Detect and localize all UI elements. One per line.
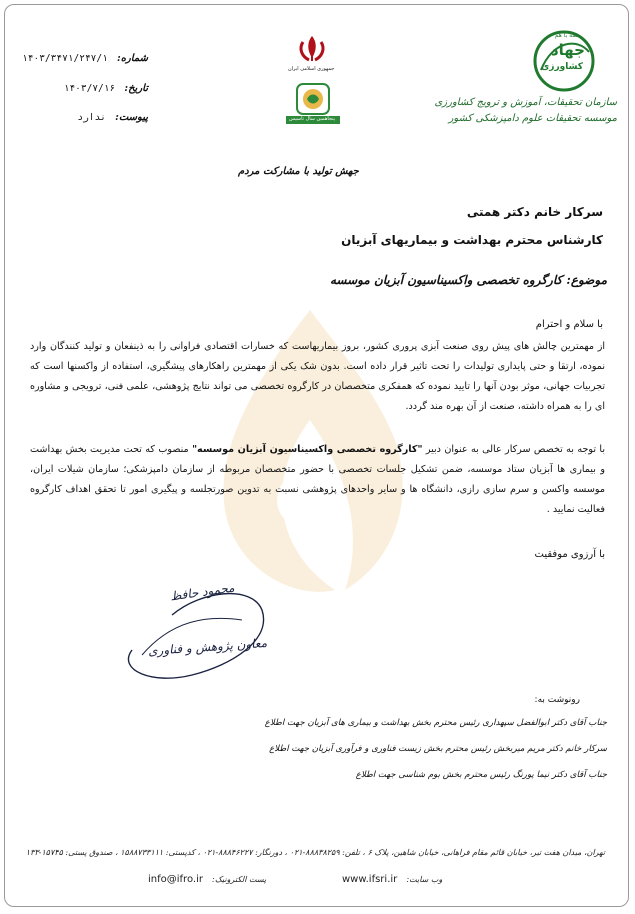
signatory-name: محمود حافظ [169,580,236,604]
letter-number [22,53,148,64]
cc-line: سرکار خانم دکتر مریم میربخش رئیس محترم بخش زیست فناوری و فرآوری آبزیان جهت اطلاع [269,744,607,754]
recipient-name: سرکار خانم دکتر همتی [466,205,603,219]
motto: جهش تولید با مشارکت مردم [238,166,359,177]
footer-website [342,874,442,885]
letter-date [64,83,148,94]
cc-line: جناب آقای دکتر نیما پورنگ رئیس محترم بخش بوم شناسی جهت اطلاع [355,770,607,780]
emblem-caption: جمهوری اسلامی ایران [288,66,335,72]
logo-sub-text: کشاورزی [541,62,583,72]
working-group-name: "کارگروه تخصصی واکسیناسیون آبزیان موسسه" [192,444,423,455]
badge-caption: پنجاهمین سال تاسیس [289,116,336,122]
closing-regards: با آرزوی موفقیت [534,549,605,560]
attachment-label: پیوست: [115,112,148,123]
email-label: پست الکترونیک: [212,875,267,884]
iran-emblem-icon [295,34,329,64]
number-value: ۱۴۰۳/۳۴۷۱/۲۴۷/۱ [22,53,108,64]
paragraph2-part1: با توجه به تخصص سرکار عالی به عنوان دبیر [422,444,605,455]
cc-line: جناب آقای دکتر ابوالفضل سپهداری رئیس محترم بخش بهداشت و بیماری های آبزیان جهت اطلاع [264,718,607,728]
greeting: با سلام و احترام [535,319,603,330]
paragraph2-part2: منصوب که تحت مدیریت بخش بهداشت و بیماری ها آبزیان ستاد موسسه، ضمن تشکیل جلسات تخصصی با حضور متخصصان مربوطه از سازمان دامپزشکی؛ سازمان شیلات ایران، موسسه واکسن و سرم سازی رازی، دانشگاه ها و سایر واحدهای پژوهشی نسبت به تدوین صورتجلسه و پیگیری امور تا تحقق اهداف کارگروه فعالیت نمایید . [30,444,605,515]
signatory-title: معاون پژوهش و فناوری [147,635,268,659]
jihad-agriculture-logo [533,30,595,92]
signature-scribble [112,560,282,690]
org-name-line1: سازمان تحقیقات، آموزش و ترویج کشاورزی [434,97,617,108]
website-label: وب سایت: [406,875,443,884]
letter-subject: موضوع: کارگروه تخصصی واکسیناسیون آبزیان موسسه [329,273,607,287]
body-paragraph-2 [30,440,605,520]
number-label: شماره: [117,53,148,64]
letter-attachment [77,112,148,123]
logo-main-text: جهاد [550,41,585,59]
date-label: تاریخ: [124,83,148,94]
cc-title: رونوشت به: [534,695,580,705]
attachment-value: ندارد [77,112,106,123]
website-value[interactable]: www.ifsri.ir [342,874,398,885]
logo-top-text: همه با هم [554,32,579,39]
recipient-title: کارشناس محترم بهداشت و بیماریهای آبزیان [341,233,603,247]
body-paragraph-1: از مهمترین چالش های پیش روی صنعت آبزی پروری کشور، بروز بیماریهاست که خسارات اقتصادی فراوانی را به ذینفعان و تولید کنندگان وارد نموده، ارتقا و حتی پایداری تولیدات را تحت تاثیر قرار داده است. بدون شک یکی از مهمترین راهکارهای پیشگیری، استفاده از واکسنها است که تجربیات جهانی، موثر بودن آنها را تایید نموده که همفکری متخصصان در کارگروه تخصصی می تواند نتایج پژوهشی، علمی فنی، ترویجی و مشاوره ای را به همراه داشته، صنعت از آن بهره مند گردد. [30,341,605,412]
date-value: ۱۴۰۳/۷/۱۶ [63,83,116,94]
footer-email [148,874,266,885]
email-value[interactable]: info@ifro.ir [148,874,203,885]
footer-address: تهران، میدان هفت تیر، خیابان قائم مقام فراهانی، خیابان شاهین، پلاک ۶ ، تلفن: ۸۸۸۳۸۲۵۹-۰۲۱ ، دورنگار: ۸۸۸۴۶۲۲۷-۰۲۱ ، کدپستی: ۱۵۸۸۷۳۳۱۱۱ ، صندوق پستی: ۱۵۷۴۵-۱۳۳ [25,848,605,857]
org-name-line2: موسسه تحقیقات علوم دامپزشکی کشور [448,113,617,124]
